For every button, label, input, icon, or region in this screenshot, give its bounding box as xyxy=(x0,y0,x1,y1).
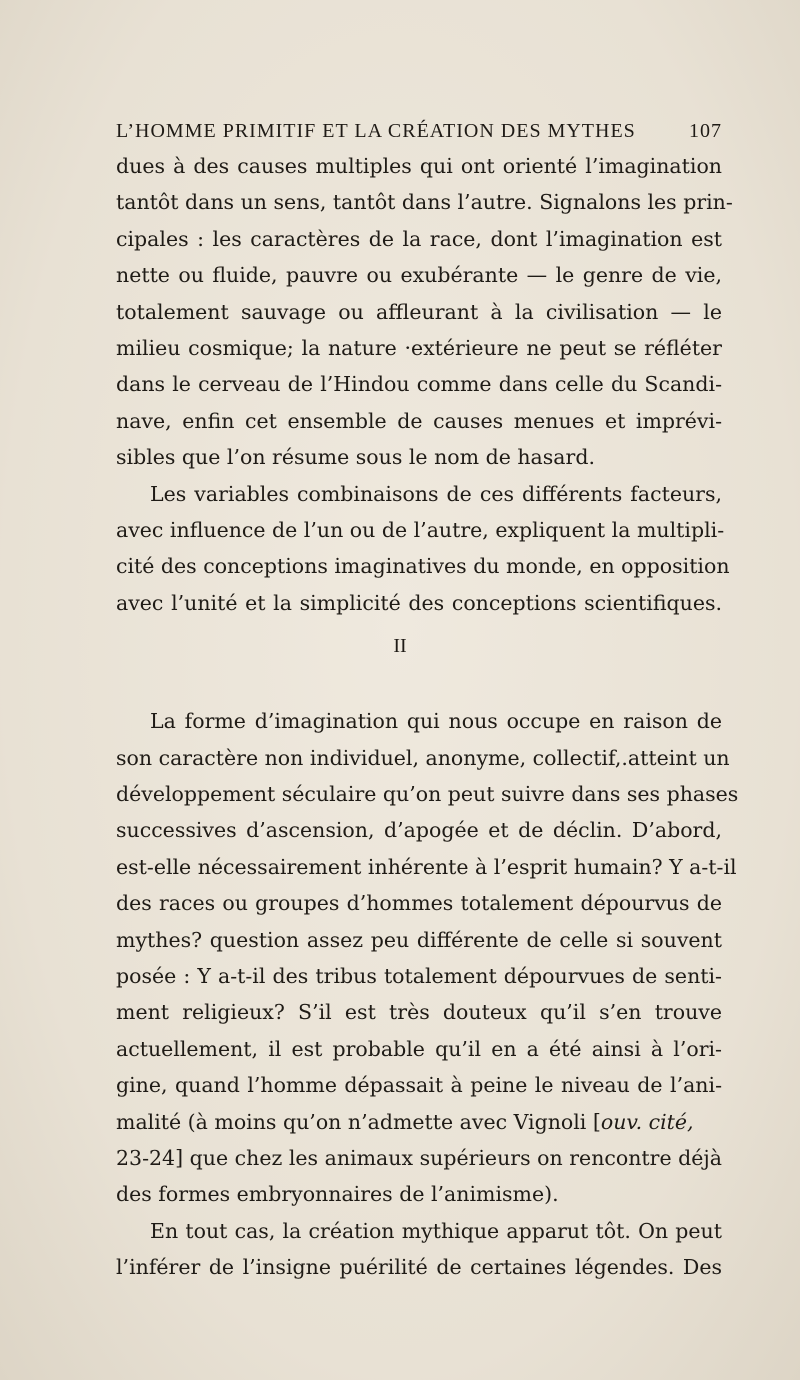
text-line: cité des conceptions imaginatives du monde, en opposition xyxy=(116,554,730,578)
text-line: tantôt dans un sens, tantôt dans l’autre. Signalons les prin- xyxy=(116,190,733,214)
text-line: est-elle nécessairement inhérente à l’esprit humain? Y a-t-il xyxy=(116,855,737,879)
text-line: ment religieux? S’il est très douteux qu’il s’en trouve xyxy=(116,1000,722,1024)
text-line: gine, quand l’homme dépassait à peine le niveau de l’ani- xyxy=(116,1073,722,1097)
text-line: En tout cas, la création mythique apparut tôt. On peut xyxy=(150,1219,722,1243)
text-line: La forme d’imagination qui nous occupe en raison de xyxy=(150,709,722,733)
text-line-with-citation xyxy=(116,1104,722,1140)
text-line: dans le cerveau de l’Hindou comme dans celle du Scandi- xyxy=(116,372,722,396)
text-span: malité (à moins qu’on n’admette avec Vignoli [ xyxy=(116,1110,601,1134)
text-line: successives d’ascension, d’apogée et de déclin. D’abord, xyxy=(116,818,722,842)
text-line: l’inférer de l’insigne puérilité de certaines légendes. Des xyxy=(116,1255,722,1279)
text-line: Les variables combinaisons de ces différents facteurs, xyxy=(150,482,722,506)
text-line: mythes? question assez peu différente de celle si souvent xyxy=(116,928,722,952)
text-line: actuellement, il est probable qu’il en a été ainsi à l’ori- xyxy=(116,1037,722,1061)
text-line: avec l’unité et la simplicité des conceptions scientifiques. xyxy=(116,591,722,615)
citation-italic: ouv. cité, xyxy=(600,1110,694,1134)
running-head-title: L’HOMME PRIMITIF ET LA CRÉATION DES MYTHES xyxy=(116,120,636,142)
text-line: nave, enfin cet ensemble de causes menues et imprévi- xyxy=(116,409,722,433)
running-head xyxy=(116,120,722,146)
text-line: posée : Y a-t-il des tribus totalement dépourvues de senti- xyxy=(116,964,722,988)
text-line: son caractère non individuel, anonyme, collectif,.atteint un xyxy=(116,746,730,770)
text-line: dues à des causes multiples qui ont orienté l’imagination xyxy=(116,154,722,178)
text-line: cipales : les caractères de la race, dont l’imagination est xyxy=(116,227,722,251)
text-line: des races ou groupes d’hommes totalement dépourvus de xyxy=(116,891,722,915)
text-line: des formes embryonnaires de l’animisme). xyxy=(116,1182,559,1206)
text-line: 23-24] que chez les animaux supérieurs on rencontre déjà xyxy=(116,1146,722,1170)
text-line: milieu cosmique; la nature ·extérieure ne peut se réfléter xyxy=(116,336,722,360)
page-number: 107 xyxy=(689,120,722,142)
section-numeral: II xyxy=(393,635,407,658)
text-line: avec influence de l’un ou de l’autre, expliquent la multipli- xyxy=(116,518,725,542)
text-line: sibles que l’on résume sous le nom de hasard. xyxy=(116,445,595,469)
text-line: nette ou fluide, pauvre ou exubérante — le genre de vie, xyxy=(116,263,722,287)
text-line: totalement sauvage ou affleurant à la civilisation — le xyxy=(116,300,722,324)
text-line: développement séculaire qu’on peut suivre dans ses phases xyxy=(116,782,739,806)
